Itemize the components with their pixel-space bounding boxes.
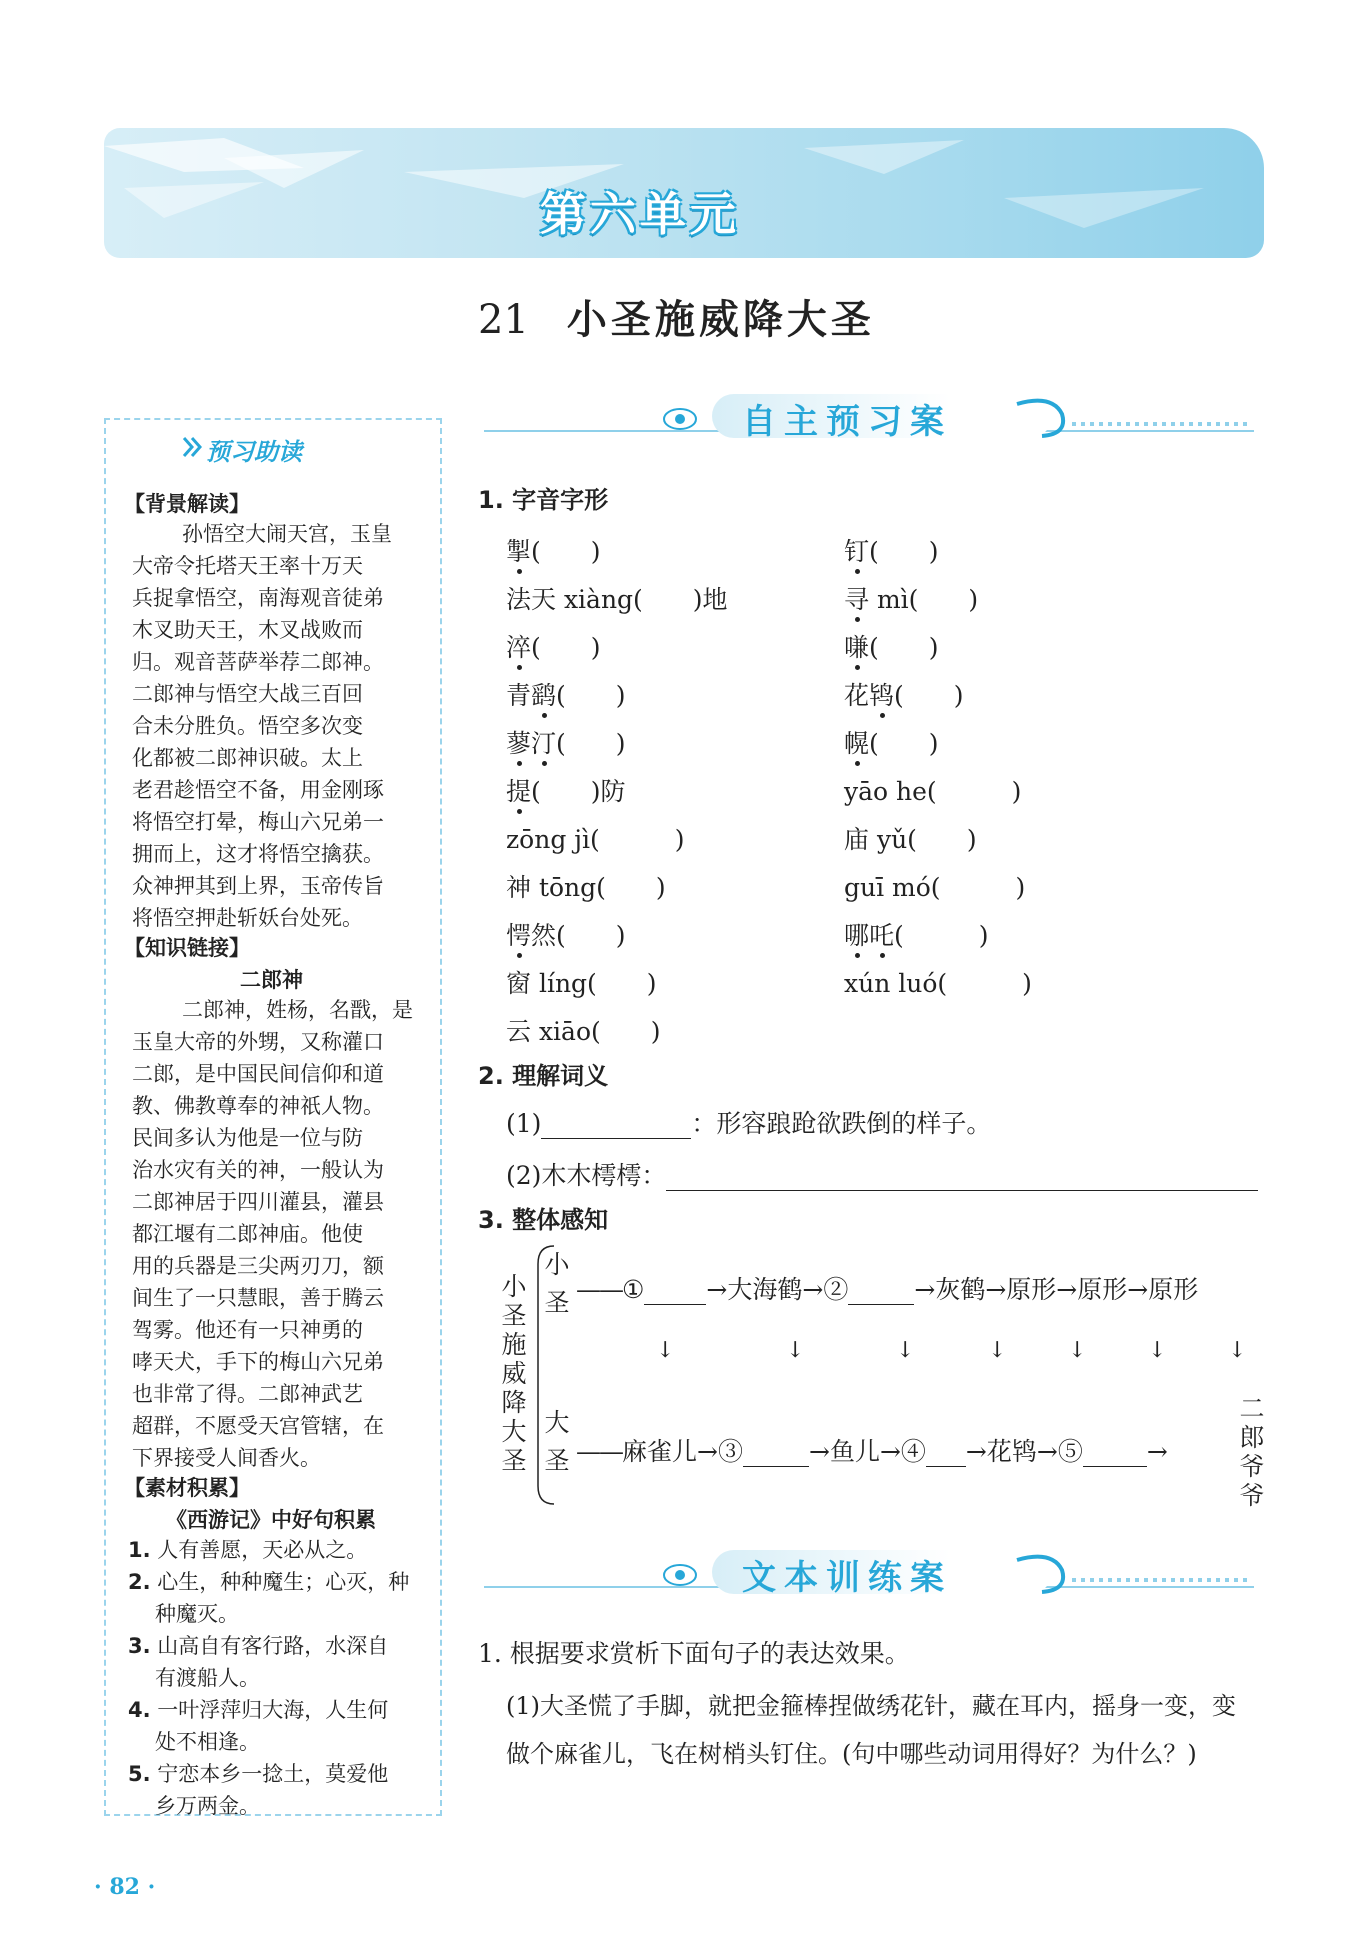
question-1-title: 1. 字音字形 <box>478 486 609 514</box>
q1-item: 淬( ) <box>506 633 601 662</box>
q1-item: 哪吒( ) <box>844 921 989 950</box>
knowledge-line: 治水灾有关的神，一般认为 <box>132 1158 384 1182</box>
sidebar-title: 预习助读 <box>206 438 302 466</box>
background-line: 合未分胜负。悟空多次变 <box>132 714 363 738</box>
eye-icon <box>660 1560 700 1590</box>
arrow-down-icon: ↓ <box>896 1338 915 1363</box>
background-line: 木叉助天王，木叉战败而 <box>132 618 363 642</box>
diagram-step: 灰鹤 <box>935 1275 986 1304</box>
quote-item <box>128 1534 428 1566</box>
diagram-step: 鱼儿 <box>829 1437 880 1466</box>
diagram-bottom-label: 大圣 <box>544 1408 570 1475</box>
knowledge-line: 用的兵器是三尖两刃刀，额 <box>132 1254 384 1278</box>
quote-line: 宁恋本乡一捻土，莫爱他 <box>157 1762 389 1786</box>
background-line: 将悟空打晕，梅山六兄弟一 <box>132 810 384 834</box>
swirl-icon <box>1012 1550 1072 1596</box>
diagram-step: ① <box>622 1275 645 1304</box>
knowledge-line: 下界接受人间香火。 <box>132 1446 321 1470</box>
knowledge-line: 玉皇大帝的外甥，又称灌口 <box>132 1030 384 1054</box>
diagram-left-label: 小圣施威降大圣 <box>501 1272 527 1475</box>
q1-item: 蓼汀( ) <box>506 729 626 758</box>
quote-item <box>128 1694 428 1726</box>
arrow-down-icon: ↓ <box>1228 1338 1247 1363</box>
diagram-blank <box>1083 1437 1147 1467</box>
diagram-step: 原形 <box>1148 1275 1199 1304</box>
arrow-down-icon: ↓ <box>1068 1338 1087 1363</box>
quote-item <box>128 1630 428 1662</box>
arrow-down-icon: ↓ <box>988 1338 1007 1363</box>
q1-item: 钉( ) <box>844 537 939 566</box>
q1-item: 嗛( ) <box>844 633 939 662</box>
background-text <box>132 518 428 934</box>
background-line: 二郎神与悟空大战三百回 <box>132 682 363 706</box>
quote-line: 处不相逢。 <box>155 1730 260 1754</box>
background-line: 大帝令托塔天王率十万天 <box>132 554 363 578</box>
q1-item: 寻 mì( ) <box>844 585 979 614</box>
background-line: 拥而上，这才将悟空擒获。 <box>132 842 384 866</box>
quote-number: 2. <box>128 1570 151 1594</box>
q2-item-1 <box>506 1104 991 1140</box>
background-line: 归。观音菩萨举荐二郎神。 <box>132 650 384 674</box>
background-line: 兵捉拿悟空，南海观音徒弟 <box>132 586 384 610</box>
arrow-down-icon: ↓ <box>786 1338 805 1363</box>
quote-number: 4. <box>128 1698 151 1722</box>
knowledge-line: 都江堰有二郎神庙。他使 <box>132 1222 363 1246</box>
q2-item-1-blank <box>541 1109 691 1139</box>
quote-item <box>128 1758 428 1790</box>
knowledge-heading: 【知识链接】 <box>124 936 250 960</box>
q1-item: zōng jì( ) <box>506 825 685 854</box>
question-2-title: 2. 理解词义 <box>478 1062 609 1090</box>
knowledge-line: 教、佛教尊奉的神祇人物。 <box>132 1094 384 1118</box>
q1-item: xún luó( ) <box>844 969 1032 998</box>
diagram-top-row: ——① →大海鹤→② →灰鹤→原形→原形→原形 <box>576 1275 1199 1304</box>
q1-item: 庙 yǔ( ) <box>844 825 977 854</box>
diagram-top-label: 小圣 <box>544 1250 570 1317</box>
arrow-down-icon: ↓ <box>656 1338 675 1363</box>
quote-number: 1. <box>128 1538 151 1562</box>
diagram-step: 大海鹤 <box>727 1275 803 1304</box>
diagram-step: 麻雀儿 <box>622 1437 698 1466</box>
training-q1-line-2: 做个麻雀儿，飞在树梢头钉住。(句中哪些动词用得好？为什么？) <box>506 1740 1197 1768</box>
knowledge-line: 超群，不愿受天宫管辖，在 <box>132 1414 384 1438</box>
diagram-step: ④ <box>900 1437 926 1466</box>
quote-line: 有渡船人。 <box>155 1666 260 1690</box>
section-header-training <box>484 1546 1254 1600</box>
diagram-end-label: 二郎爷爷 <box>1239 1394 1265 1510</box>
question-3-title: 3. 整体感知 <box>478 1206 609 1234</box>
quote-line: 心生，种种魔生；心灭，种 <box>157 1570 410 1594</box>
q2-item-1-number: (1) <box>506 1109 542 1138</box>
q1-item: 提( )防 <box>506 777 626 806</box>
knowledge-text <box>132 994 428 1474</box>
training-q1-line-1: (1)大圣慌了手脚，就把金箍棒捏做绣花针，藏在耳内，摇身一变，变 <box>506 1692 1236 1720</box>
quote-number: 3. <box>128 1634 151 1658</box>
q1-item: 愕然( ) <box>506 921 626 950</box>
background-line: 孙悟空大闹天宫，玉皇 <box>182 522 392 546</box>
quote-item <box>128 1566 428 1598</box>
q2-item-2-text: (2)木木樗樗： <box>506 1161 667 1190</box>
knowledge-line: 间生了一只慧眼，善于腾云 <box>132 1286 384 1310</box>
section-header-preview <box>484 390 1254 444</box>
knowledge-line: 二郎，是中国民间信仰和道 <box>132 1062 384 1086</box>
quote-line: 一叶浮萍归大海，人生何 <box>157 1698 389 1722</box>
q1-item: 花鸨( ) <box>844 681 964 710</box>
knowledge-line: 二郎神居于四川灌县，灌县 <box>132 1190 384 1214</box>
q1-right-column <box>844 528 1032 1008</box>
quote-line: 种魔灭。 <box>155 1602 239 1626</box>
swirl-icon <box>1012 394 1072 440</box>
diagram-bottom-row: ——麻雀儿→③ →鱼儿→④ →花鸨→⑤ → <box>576 1437 1168 1466</box>
background-line: 化都被二郎神识破。太上 <box>132 746 363 770</box>
q2-item-1-text: ：形容踉跄欲跌倒的样子。 <box>691 1109 992 1138</box>
q1-item: 云 xiāo( ) <box>506 1017 661 1046</box>
diagram-blank <box>743 1437 809 1467</box>
knowledge-subtitle: 二郎神 <box>240 968 303 992</box>
section-title-training: 文本训练案 <box>742 1558 952 1598</box>
q1-item: 青鹞( ) <box>506 681 626 710</box>
q1-item: 神 tōng( ) <box>506 873 666 902</box>
quote-number: 5. <box>128 1762 151 1786</box>
lesson-title <box>478 288 875 345</box>
q1-item: 窗 líng( ) <box>506 969 657 998</box>
q1-item: guī mó( ) <box>844 873 1026 902</box>
background-line: 众神押其到上界，玉帝传旨 <box>132 874 384 898</box>
double-chevron-icon <box>180 434 206 460</box>
q1-item: yāo he( ) <box>844 777 1022 806</box>
lesson-name: 小圣施威降大圣 <box>566 297 875 343</box>
q2-item-2 <box>506 1156 1258 1192</box>
training-question-1: 1. 根据要求赏析下面句子的表达效果。 <box>478 1639 910 1668</box>
quote-line: 山高自有客行路，水深自 <box>157 1634 389 1658</box>
knowledge-line: 民间多认为他是一位与防 <box>132 1126 363 1150</box>
quote-list <box>128 1534 428 1822</box>
knowledge-line: 二郎神，姓杨，名戬，是 <box>182 998 413 1022</box>
material-heading: 【素材积累】 <box>124 1476 250 1500</box>
page-number: · 82 · <box>94 1874 156 1900</box>
section-title-preview: 自主预习案 <box>742 402 952 442</box>
material-subtitle: 《西游记》中好句积累 <box>166 1508 376 1532</box>
q1-item: 掣( ) <box>506 537 601 566</box>
diagram-blank <box>644 1275 706 1305</box>
background-line: 将悟空押赴斩妖台处死。 <box>132 906 363 930</box>
lesson-number: 21 <box>478 297 529 343</box>
background-line: 老君趁悟空不备，用金刚琢 <box>132 778 384 802</box>
q1-item: 法天 xiàng( )地 <box>506 585 728 614</box>
knowledge-line: 驾雾。他还有一只神勇的 <box>132 1318 363 1342</box>
background-heading: 【背景解读】 <box>124 492 250 516</box>
diagram-blank <box>848 1275 914 1305</box>
knowledge-line: 也非常了得。二郎神武艺 <box>132 1382 363 1406</box>
diagram-step: 花鸨 <box>986 1437 1037 1466</box>
quote-line: 乡万两金。 <box>155 1794 260 1818</box>
arrow-down-icon: ↓ <box>1148 1338 1167 1363</box>
diagram-step: ② <box>823 1275 849 1304</box>
q1-item: 幌( ) <box>844 729 939 758</box>
diagram-step: ⑤ <box>1057 1437 1083 1466</box>
knowledge-line: 哮天犬，手下的梅山六兄弟 <box>132 1350 384 1374</box>
unit-title: 第六单元 <box>540 187 740 241</box>
q2-item-2-blank <box>666 1161 1258 1191</box>
quote-line: 人有善愿，天必从之。 <box>157 1538 368 1562</box>
diagram-step: 原形 <box>1006 1275 1057 1304</box>
diagram-step: ③ <box>717 1437 743 1466</box>
q1-left-column <box>506 528 728 1056</box>
diagram-blank <box>926 1437 966 1467</box>
eye-icon <box>660 404 700 434</box>
diagram-step: 原形 <box>1077 1275 1128 1304</box>
